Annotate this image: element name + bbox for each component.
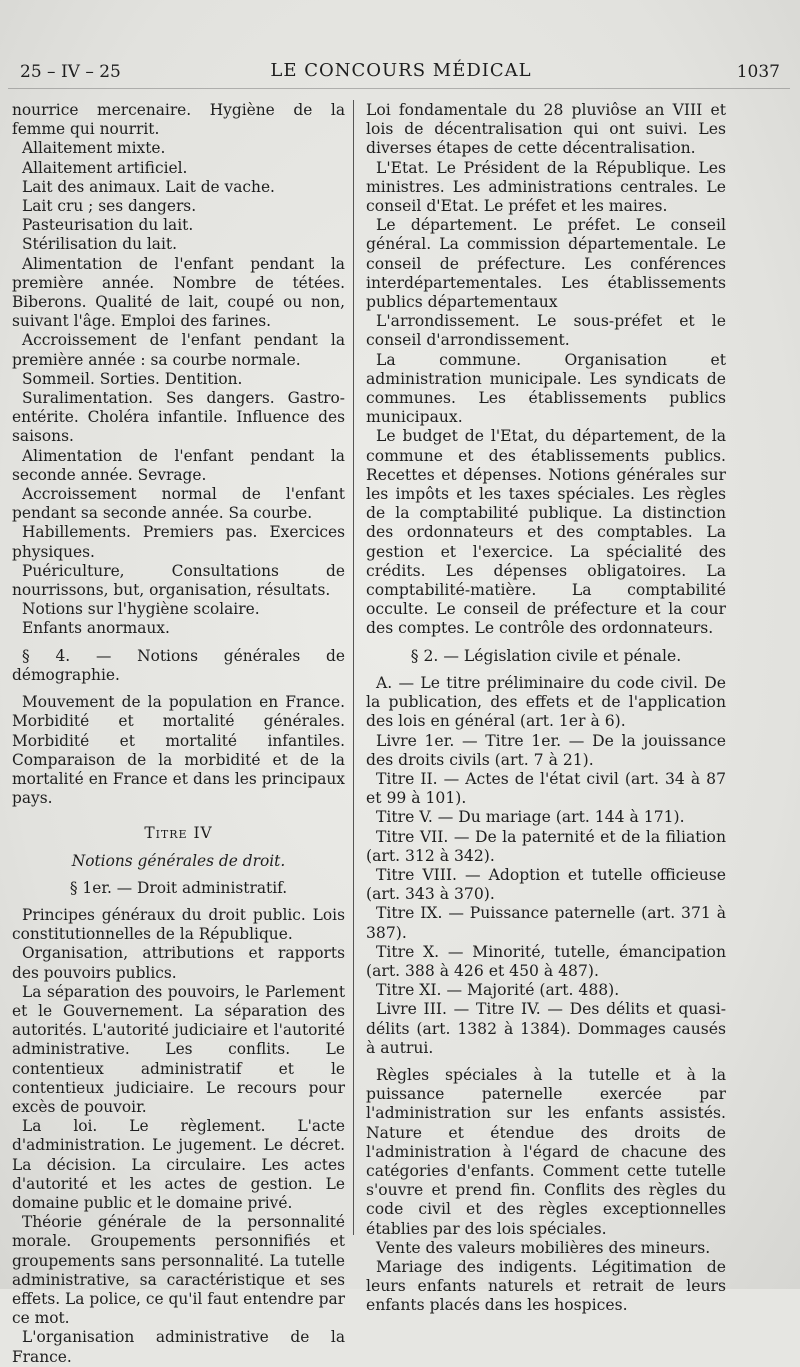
right-column [366, 101, 726, 1316]
paragraph: Livre III. — Titre IV. — Des délits et quasi-délits (art. 1382 à 1384). Dommages causés à autrui. [366, 1000, 726, 1057]
paragraph: Le budget de l'Etat, du département, de la commune et des établissements publics. Recettes et dépenses. Notions générales sur les impôts et les taxes spéciales. Les règles de la comptabilité publique. La distinction des ordonnateurs et des comptables. La gestion et l'exercice. La spécialité des crédits. Les dépenses obligatoires. La comptabilité-matière. La comptabilité occulte. Le conseil de préfecture et la cour des comptes. Le contrôle des ordonnateurs. [366, 427, 726, 638]
paragraph: Mariage des indigents. Légitimation de leurs enfants naturels et retrait de leurs enfants placés dans les hospices. [366, 1257, 726, 1315]
list-item: Stérilisation du lait. [22, 235, 177, 254]
list-item: Pasteurisation du lait. [22, 216, 194, 235]
section-heading: § 2. — Législation civile et pénale. [410, 646, 682, 665]
paragraph: Titre VII. — De la paternité et de la filiation (art. 312 à 342). [366, 827, 726, 865]
page-number: 1037 [736, 62, 780, 82]
paragraph: Principes généraux du droit public. Lois constitutionnelles de la République. [12, 905, 345, 944]
paragraph: La séparation des pouvoirs, le Parlement et le Gouvernement. La séparation des autorités. L'autorité judiciaire et l'autorité administrative. Les conflits. Le contentieux administratif et le contentieux judiciaire. Le recours pour excès de pouvoir. [12, 982, 345, 1116]
paragraph: A. — Le titre préliminaire du code civil. De la publication, des effets et de l'application des lois en général (art. 1er à 6). [366, 673, 726, 731]
paragraph: Titre VIII. — Adoption et tutelle officieuse (art. 343 à 370). [366, 865, 726, 904]
list-item: Enfants anormaux. [22, 619, 170, 638]
issue-date: 25 – IV – 25 [20, 62, 121, 82]
list-item: Notions sur l'hygiène scolaire. [22, 600, 260, 619]
list-item: Allaitement artificiel. [22, 158, 188, 177]
paragraph: L'organisation administrative de la France. [12, 1328, 345, 1366]
paragraph: Alimentation de l'enfant pendant la seconde année. Sevrage. [12, 446, 345, 484]
paragraph: Titre XI. — Majorité (art. 488). [376, 981, 620, 1000]
paragraph: Titre V. — Du mariage (art. 144 à 171). [376, 808, 685, 827]
paragraph: Livre 1er. — Titre 1er. — De la jouissance des droits civils (art. 7 à 21). [366, 731, 726, 769]
paragraph: Accroissement de l'enfant pendant la première année : sa courbe normale. [12, 331, 345, 369]
journal-title: LE CONCOURS MÉDICAL [270, 60, 532, 81]
paragraph: Habillements. Premiers pas. Exercices physiques. [12, 523, 345, 561]
paragraph: Mouvement de la population en France. Morbidité et mortalité générales. Morbidité et mortalité infantiles. Comparaison de la morbidité et de la mortalité en France et dans les principaux pays. [12, 693, 345, 808]
running-header [16, 56, 786, 86]
list-item: Lait des animaux. Lait de vache. [22, 177, 275, 196]
paragraph: Loi fondamentale du 28 pluviôse an VIII et lois de décentralisation qui ont suivi. Les diverses étapes de cette décentralisation. [366, 101, 726, 158]
paragraph: La loi. Le règlement. L'acte d'administration. Le jugement. Le décret. La décision. La circulaire. Les actes d'autorité et les actes de gestion. Le domaine public et le domaine privé. [12, 1117, 345, 1212]
section-heading: § 4. — Notions générales de démographie. [12, 646, 345, 684]
section-heading: § 1er. — Droit administratif. [69, 878, 288, 897]
paragraph: Suralimentation. Ses dangers. Gastro-entérite. Choléra infantile. Influence des saisons. [12, 389, 345, 446]
paragraph: Vente des valeurs mobilières des mineurs. [376, 1238, 711, 1257]
title-subheading: Notions générales de droit. [71, 851, 286, 870]
paragraph: L'arrondissement. Le sous-préfet et le conseil d'arrondissement. [366, 312, 726, 350]
paragraph: Accroissement normal de l'enfant pendant sa seconde année. Sa courbe. [12, 485, 345, 523]
paragraph: Organisation, attributions et rapports des pouvoirs publics. [12, 944, 345, 982]
header-rule [8, 88, 790, 89]
list-item: Sommeil. Sorties. Dentition. [22, 369, 243, 388]
paragraph: Puériculture, Consultations de nourrissons, but, organisation, résultats. [12, 561, 345, 600]
left-column [12, 101, 345, 1367]
paragraph: Théorie générale de la personnalité morale. Groupements personnifiés et groupements sans personnalité. La tutelle administrative, sa caractéristique et ses effets. La police, ce qu'il faut entendre par ce mot. [12, 1213, 345, 1328]
column-divider [353, 100, 354, 1235]
paragraph: nourrice mercenaire. Hygiène de la femme qui nourrit. [12, 101, 345, 139]
list-item: Lait cru ; ses dangers. [22, 197, 197, 216]
paragraph: Titre II. — Actes de l'état civil (art. 34 à 87 et 99 à 101). [366, 769, 726, 808]
paragraph: Titre X. — Minorité, tutelle, émancipation (art. 388 à 426 et 450 à 487). [366, 942, 726, 980]
paragraph: L'Etat. Le Président de la République. Les ministres. Les administrations centrales. Le conseil d'Etat. Le préfet et les maires. [366, 158, 726, 216]
paragraph: Alimentation de l'enfant pendant la première année. Nombre de tétées. Biberons. Qualité de lait, coupé ou non, suivant l'âge. Emploi des farines. [12, 254, 345, 331]
paragraph: Règles spéciales à la tutelle et à la puissance paternelle exercée par l'administration sur les enfants assistés. Nature et étendue des droits de l'administration à l'égard de chacune des catégories d'enfants. Comment cette tutelle s'ouvre et prend fin. Conflits des règles du code civil et des règles exceptionnelles établies par des lois spéciales. [366, 1065, 726, 1238]
paragraph: Le département. Le préfet. Le conseil général. La commission départementale. Le conseil de préfecture. Les conférences interdépartementales. Les établissements publics départementaux [366, 216, 726, 312]
list-item: Allaitement mixte. [22, 139, 166, 158]
paragraph: La commune. Organisation et administration municipale. Les syndicats de communes. Les établissements publics municipaux. [366, 350, 726, 427]
title-heading: Titre IV [144, 824, 213, 843]
paragraph: Titre IX. — Puissance paternelle (art. 371 à 387). [366, 904, 726, 942]
